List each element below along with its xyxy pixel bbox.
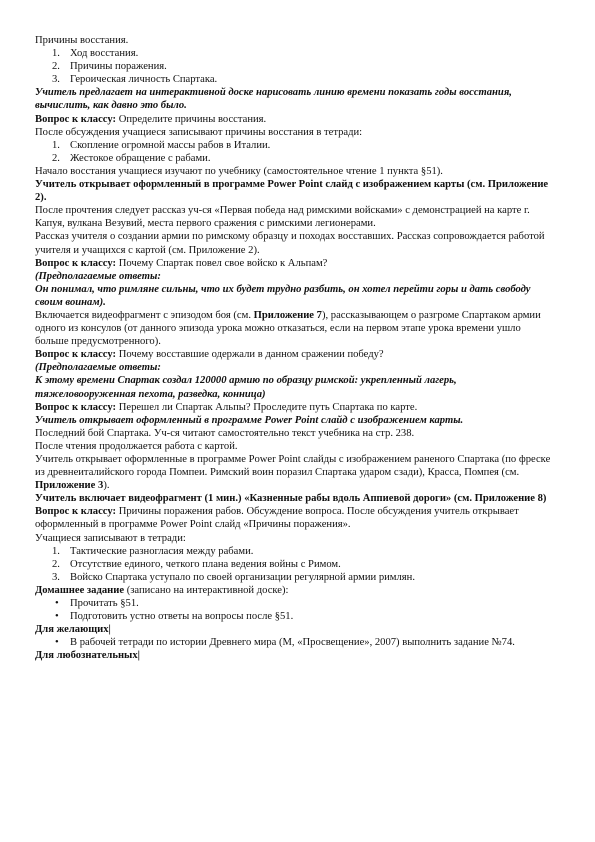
teacher-video-note: Учитель включает видеофрагмент (1 мин.) «Казненные рабы вдоль Аппиевой дороги» (см. Приложение 8) <box>35 493 547 505</box>
class-question: Вопрос к классу: Причины поражения рабов. Обсуждение вопроса. После обсуждения учитель открывает оформленный в программе Power Point слайд «Причины поражения». <box>35 506 519 531</box>
list-item: 3. Войско Спартака уступало по своей организации регулярной армии римлян. <box>52 571 415 583</box>
list-item: • Прочитать §51. <box>55 598 139 610</box>
paragraph: После обсуждения учащиеся записывают причины восстания в тетради: <box>35 126 363 138</box>
optional-list <box>35 636 555 649</box>
list-item: • Подготовить устно ответы на вопросы после §51. <box>55 611 294 623</box>
paragraph: Учитель открывает оформленные в программе Power Point слайды с изображением раненого Спартака (по фреске из древнеиталийского города Помпеи. Римский воин поразил Спартака ударом сзади), Красса, Помпея (см. Приложение 3). <box>35 454 551 492</box>
expected-answers-label: (Предполагаемые ответы: <box>35 362 161 374</box>
teacher-instruction: Учитель открывает оформленный в программе Power Point слайд с изображением карты. <box>35 414 464 426</box>
expected-answers-label: (Предполагаемые ответы: <box>35 270 161 282</box>
paragraph: Начало восстания учащиеся изучают по учебнику (самостоятельное чтение 1 пункта §51). <box>35 165 443 177</box>
defeat-causes-list <box>35 545 555 584</box>
class-question: Вопрос к классу: Почему Спартак повел свое войско к Альпам? <box>35 257 328 269</box>
causes-list <box>35 139 555 165</box>
paragraph: После прочтения следует рассказ уч-ся «Первая победа над римскими войсками» с демонстрацией на карте г. Капуя, вулкана Везувий, места первого сражения с римскими легионерами. <box>35 205 530 230</box>
list-item: 2. Отсутствие единого, четкого плана ведения войны с Римом. <box>52 558 341 570</box>
homework-list <box>35 597 555 623</box>
heading-causes: Причины восстания. <box>35 35 129 46</box>
expected-answer: Он понимал, что римляне сильны, что их будет трудно разбить, он хотел перейти горы и дать свободу своим воинам). <box>35 283 531 308</box>
paragraph: Рассказ учителя о создании армии по римскому образцу и походах восставших. Рассказ сопровождается работой учителя и учащихся с картой (см. Приложение 2). <box>35 231 545 256</box>
list-item: 2. Жестокое обращение с рабами. <box>52 152 211 164</box>
expected-answer: К этому времени Спартак создал 120000 армию по образцу римской: укрепленный лагерь, тяжеловооруженная пехота, разведка, конница) <box>35 375 457 400</box>
paragraph: Последний бой Спартака. Уч-ся читают самостоятельно текст учебника на стр. 238. <box>35 427 415 439</box>
teacher-instruction: Учитель предлагает на интерактивной доске нарисовать линию времени показать годы восстания, вычислить, как давно это было. <box>35 87 512 112</box>
paragraph: После чтения продолжается работа с картой. <box>35 440 238 452</box>
curious-heading: Для любознательных| <box>35 650 140 662</box>
class-question: Вопрос к классу: Определите причины восстания. <box>35 113 267 125</box>
lesson-plan-list <box>35 47 555 86</box>
list-item: 1. Тактические разногласия между рабами. <box>52 545 254 557</box>
list-item: 1. Ход восстания. <box>52 48 139 60</box>
homework-heading: Домашнее задание (записано на интерактивной доске): <box>35 584 289 596</box>
teacher-slide-note: Учитель открывает оформленный в программе Power Point слайд с изображением карты (см. Приложение 2). <box>35 179 549 204</box>
list-item: 2. Причины поражения. <box>52 61 167 73</box>
paragraph: Включается видеофрагмент с эпизодом боя (см. Приложение 7), рассказывающем о разгроме Спартаком армии одного из консулов (от данного эпизода урока можно отказаться, если на первом этапе урока времени ушло больше предусмотренного). <box>35 309 541 348</box>
list-item: 1. Скопление огромной массы рабов в Италии. <box>52 139 271 151</box>
list-item: 3. Героическая личность Спартака. <box>52 74 218 86</box>
paragraph: Учащиеся записывают в тетради: <box>35 532 186 544</box>
class-question: Вопрос к классу: Почему восставшие одержали в данном сражении победу? <box>35 349 384 361</box>
class-question: Вопрос к классу: Перешел ли Спартак Альпы? Проследите путь Спартака по карте. <box>35 401 418 413</box>
optional-heading: Для желающих| <box>35 624 111 636</box>
list-item: • В рабочей тетради по истории Древнего мира (М, «Просвещение», 2007) выполнить задание №74. <box>55 637 515 649</box>
